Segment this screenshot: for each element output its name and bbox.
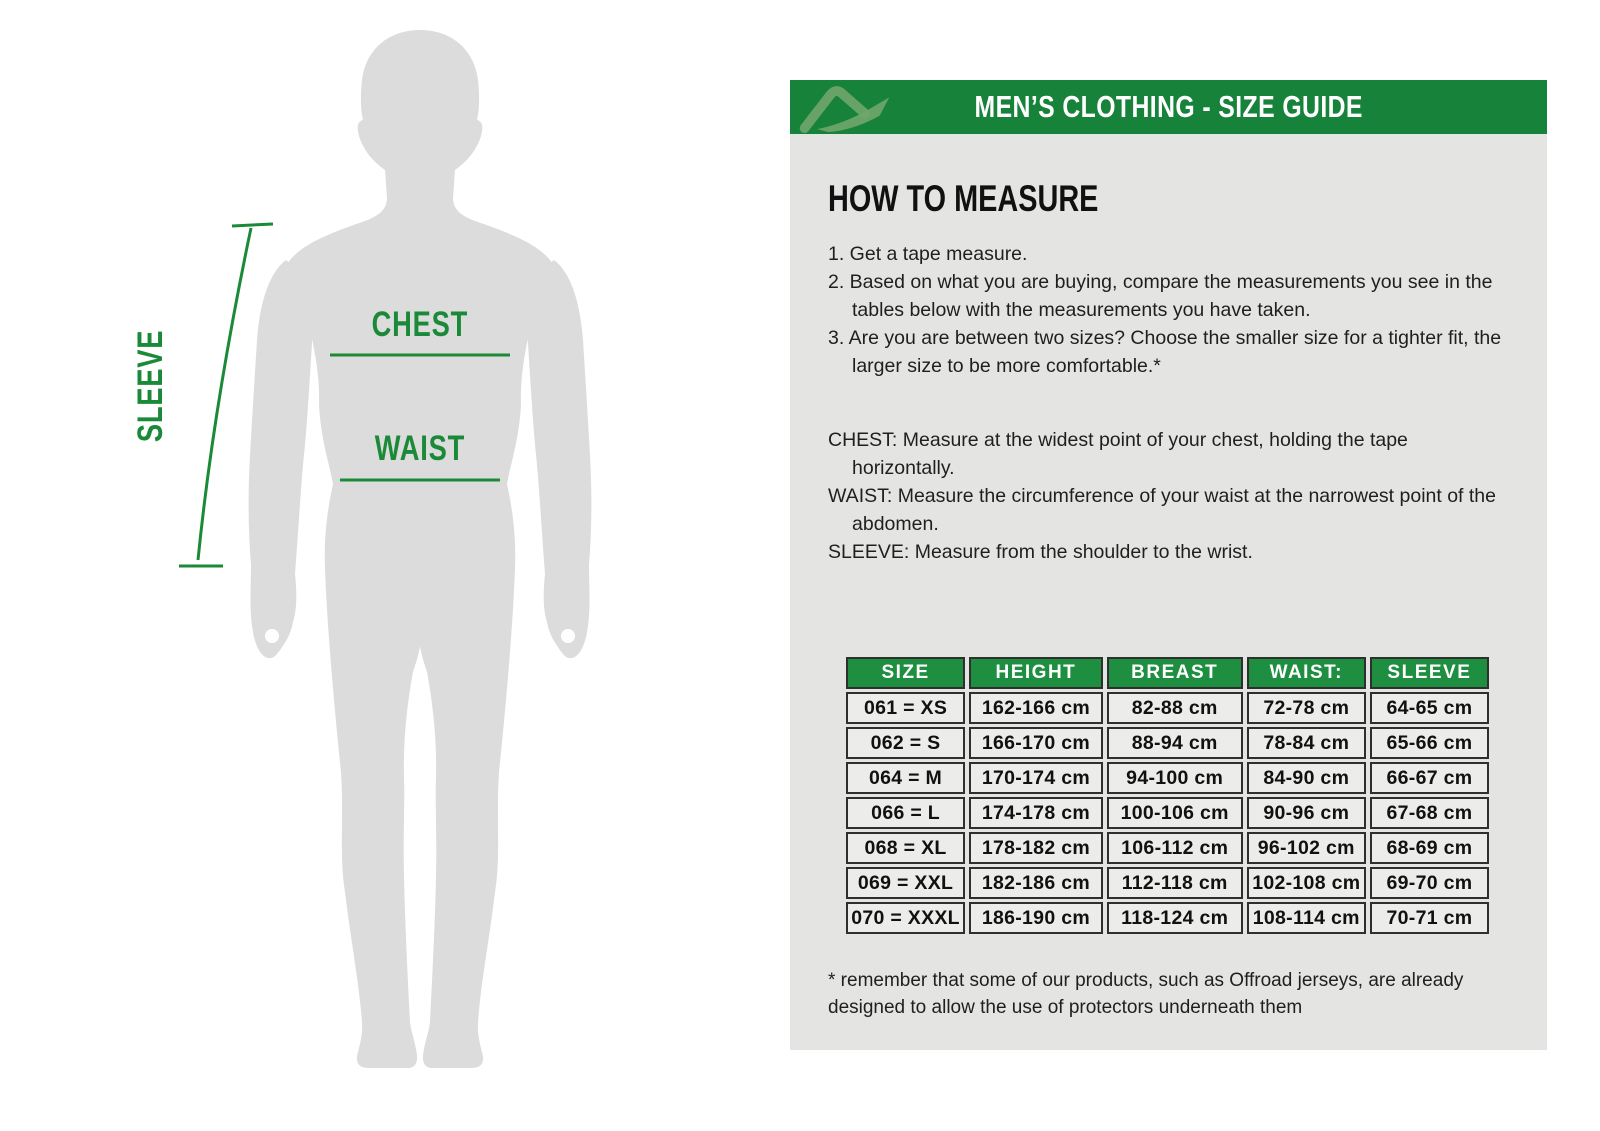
table-cell: 070 = XXXL [846, 902, 965, 934]
table-row [846, 762, 1489, 794]
table-cell: 72-78 cm [1247, 692, 1366, 724]
table-row [846, 902, 1489, 934]
tip-sleeve: SLEEVE: Measure from the shoulder to the wrist. [828, 541, 1253, 563]
sleeve-label: SLEEVE [131, 329, 170, 443]
step-item: 2. Based on what you are buying, compare the measurements you see in the tables below with the measurements you have taken. [828, 271, 1493, 321]
table-cell: 106-112 cm [1107, 832, 1243, 864]
column-header-sleeve: SLEEVE [1370, 657, 1489, 689]
table-cell: 170-174 cm [969, 762, 1103, 794]
table-cell: 65-66 cm [1370, 727, 1489, 759]
table-cell: 182-186 cm [969, 867, 1103, 899]
table-cell: 069 = XXL [846, 867, 965, 899]
tip-waist: WAIST: Measure the circumference of your waist at the narrowest point of the abdomen. [828, 485, 1496, 535]
table-cell: 68-69 cm [1370, 832, 1489, 864]
how-to-measure-heading: HOW TO MEASURE [828, 178, 1099, 219]
column-header-breast: BREAST [1107, 657, 1243, 689]
column-header-size: SIZE [846, 657, 965, 689]
table-cell: 162-166 cm [969, 692, 1103, 724]
table-cell: 69-70 cm [1370, 867, 1489, 899]
table-row [846, 692, 1489, 724]
table-cell: 066 = L [846, 797, 965, 829]
how-to-measure-steps [828, 240, 1502, 380]
table-cell: 061 = XS [846, 692, 965, 724]
table-cell: 112-118 cm [1107, 867, 1243, 899]
table-cell: 66-67 cm [1370, 762, 1489, 794]
table-cell: 82-88 cm [1107, 692, 1243, 724]
table-cell: 064 = M [846, 762, 965, 794]
acerbis-logo-icon [794, 82, 894, 134]
page-title: MEN’S CLOTHING - SIZE GUIDE [974, 89, 1363, 124]
table-cell: 062 = S [846, 727, 965, 759]
table-cell: 90-96 cm [1247, 797, 1366, 829]
table-cell: 108-114 cm [1247, 902, 1366, 934]
table-cell: 186-190 cm [969, 902, 1103, 934]
size-guide-panel [790, 80, 1547, 1050]
column-header-waist: WAIST: [1247, 657, 1366, 689]
measurement-tips [828, 426, 1502, 566]
table-cell: 67-68 cm [1370, 797, 1489, 829]
body-silhouette-diagram [100, 20, 640, 1080]
table-cell: 068 = XL [846, 832, 965, 864]
table-cell: 70-71 cm [1370, 902, 1489, 934]
chest-label: CHEST [371, 305, 469, 344]
sleeve-top-tick [232, 224, 273, 226]
table-cell: 118-124 cm [1107, 902, 1243, 934]
table-row [846, 832, 1489, 864]
table-row [846, 727, 1489, 759]
step-item: 1. Get a tape measure. [828, 243, 1028, 265]
male-silhouette-icon [249, 30, 592, 1068]
table-cell: 178-182 cm [969, 832, 1103, 864]
column-header-height: HEIGHT [969, 657, 1103, 689]
table-cell: 88-94 cm [1107, 727, 1243, 759]
table-cell: 84-90 cm [1247, 762, 1366, 794]
title-bar [790, 80, 1547, 134]
table-row [846, 867, 1489, 899]
table-row [846, 797, 1489, 829]
table-cell: 94-100 cm [1107, 762, 1243, 794]
table-cell: 100-106 cm [1107, 797, 1243, 829]
waist-label: WAIST [374, 429, 466, 468]
sleeve-curve [198, 228, 251, 560]
table-cell: 174-178 cm [969, 797, 1103, 829]
table-cell: 96-102 cm [1247, 832, 1366, 864]
table-header-row [846, 657, 1489, 689]
table-cell: 166-170 cm [969, 727, 1103, 759]
table-cell: 102-108 cm [1247, 867, 1366, 899]
left-hand-curl [265, 629, 279, 643]
footnote: * remember that some of our products, such as Offroad jerseys, are already designed to allow the use of protectors underneath them [828, 970, 1464, 1018]
table-cell: 64-65 cm [1370, 692, 1489, 724]
step-item: 3. Are you are between two sizes? Choose the smaller size for a tighter fit, the larger size to be more comfortable.* [828, 327, 1502, 377]
right-hand-curl [561, 629, 575, 643]
table-cell: 78-84 cm [1247, 727, 1366, 759]
size-table [842, 654, 1493, 937]
panel-content [790, 178, 1547, 1021]
tip-chest: CHEST: Measure at the widest point of your chest, holding the tape horizontally. [828, 429, 1408, 479]
